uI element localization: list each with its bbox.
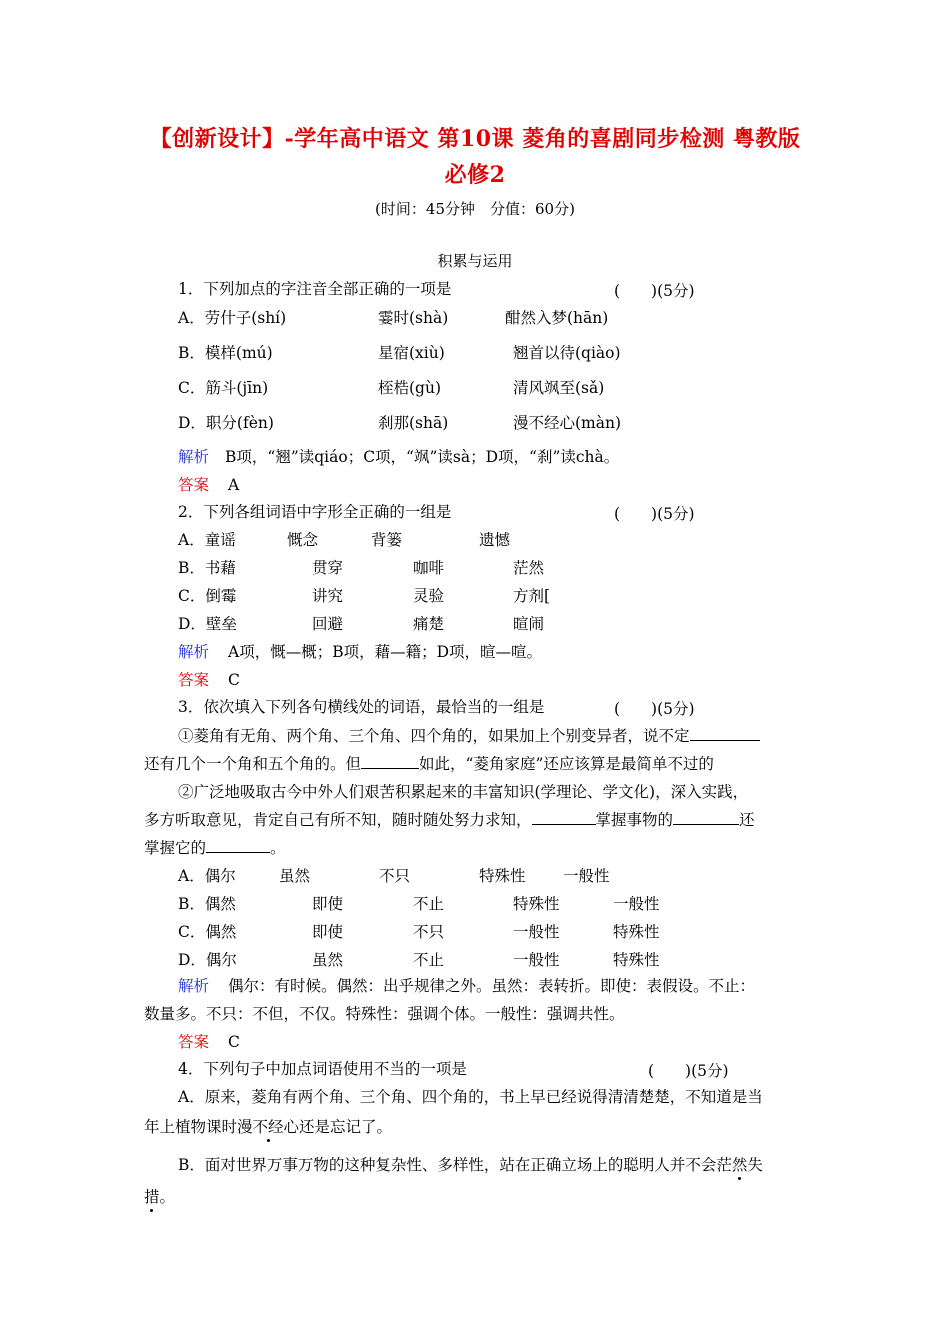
q4-score: ( )(5分) [648,1062,729,1080]
q2-option-d-4: 暄闹 [513,615,545,633]
q3-score: ( )(5分) [614,700,695,718]
q1-answer-label: 答案 [178,476,210,494]
q2-stem: 2．下列各组词语中字形全正确的一组是 [178,503,452,521]
q4-option-b-pre: B．面对世界万事万物的这种复杂性、多样性，站在正确立场上的聪明人并不会 [178,1156,717,1174]
q3-passage-2b-pre: 多方听取意见，肯定自己有所不知，随时随处努力求知， [144,811,532,829]
q3-option-a-5: 一般性 [563,867,610,885]
q1-option-b-3: 翘首以待(qiào) [513,344,621,362]
q3-option-c-2: 即使 [312,923,344,941]
q2-option-c-4: 方剂[ [513,587,551,605]
q1-answer-value: A [228,476,240,494]
q1-option-a-1: A．劳什子(shí) [178,309,287,327]
q2-answer-value: C [228,671,240,689]
q1-option-a-3: 酣然入梦(hān) [505,309,609,327]
q4-option-a-post: 还是忘记了。 [299,1118,393,1136]
q3-passage-2b-mid: 掌握事物的 [595,811,674,829]
q3-passage-1a-text: ①菱角有无角、两个角、三个角、四个角的，如果加上个别变异者，说不定 [178,727,690,745]
q1-option-c-1: C．筋斗(jīn) [178,379,269,397]
q2-option-b-3: 咖啡 [413,559,445,577]
q3-analysis-label: 解析 [178,977,210,995]
q1-score: ( )(5分) [614,282,695,300]
q4-option-b-post: 。 [159,1188,176,1206]
q1-option-d-1: D．职分(fèn) [178,414,274,432]
q3-option-c-5: 特殊性 [613,923,660,941]
q3-passage-2c [144,838,286,858]
q1-option-c-3: 清风飒至(sǎ) [513,379,605,397]
q3-analysis-text-2: 数量多。不只：不但，不仅。特殊性：强调个体。一般性：强调共性。 [144,1005,625,1023]
q2-option-a-2: 慨念 [287,531,319,549]
q3-option-c-1: C．偶然 [178,923,237,941]
q3-option-b-4: 特殊性 [513,895,560,913]
q3-blank-1 [690,726,760,741]
q1-option-d-3: 漫不经心(màn) [513,414,622,432]
section-heading: 积累与运用 [437,252,513,270]
q2-option-a-3: 背篓 [371,531,403,549]
q3-option-a-2: 虽然 [279,867,311,885]
q3-answer-value: C [228,1033,240,1051]
q3-option-c-4: 一般性 [513,923,560,941]
q2-option-b-1: B．书藉 [178,559,236,577]
q2-analysis-label: 解析 [178,643,210,661]
q3-option-c-3: 不只 [413,923,445,941]
q3-option-b-5: 一般性 [613,895,660,913]
q3-passage-1a [178,726,760,746]
q1-option-c-2: 桎梏(gù) [378,379,441,397]
q1-option-b-2: 星宿(xiù) [378,344,445,362]
q4-option-b-line1 [178,1155,763,1175]
q2-option-c-1: C．倒霉 [178,587,237,605]
q1-option-b-1: B．模样(mú) [178,344,273,362]
q2-answer-label: 答案 [178,671,210,689]
q3-option-d-2: 虽然 [312,951,344,969]
q2-option-a-1: A．童谣 [178,531,236,549]
document-title-line2: 必修2 [444,162,506,188]
q3-stem: 3．依次填入下列各句横线处的词语，最恰当的一组是 [178,698,545,716]
q3-option-a-3: 不只 [379,867,411,885]
q3-option-b-2: 即使 [312,895,344,913]
q3-analysis-text-1: 偶尔：有时候。偶然：出乎规律之外。虽然：表转折。即使：表假设。不止： [228,977,756,995]
q3-option-d-1: D．偶尔 [178,951,237,969]
q4-option-b-dotted-1: 茫然失 [716,1156,763,1174]
q3-option-a-4: 特殊性 [479,867,526,885]
q2-score: ( )(5分) [614,505,695,523]
q1-analysis-label: 解析 [178,448,210,466]
q3-option-b-3: 不止 [413,895,445,913]
q3-option-d-4: 一般性 [513,951,560,969]
q3-passage-2b [144,810,755,830]
q3-passage-2c-pre: 掌握它的 [144,839,207,857]
q2-option-d-3: 痛楚 [413,615,445,633]
q3-option-a-1: A．偶尔 [178,867,236,885]
q4-option-a-line2 [144,1117,392,1137]
q2-option-d-1: D．壁垒 [178,615,237,633]
q3-passage-1b-post: 如此，“菱角家庭”还应该算是最简单不过的 [419,755,714,773]
q1-option-a-2: 霎时(shà) [378,309,449,327]
q2-analysis-text: A项，慨—概；B项，藉—籍；D项，暄—喧。 [228,643,543,661]
q2-option-c-3: 灵验 [413,587,445,605]
time-score-info: (时间：45分钟 分值：60分) [375,200,575,218]
q3-passage-2c-post: 。 [270,839,286,857]
q3-option-d-3: 不止 [413,951,445,969]
q1-stem: 1．下列加点的字注音全部正确的一项是 [178,280,452,298]
q4-stem: 4．下列句子中加点词语使用不当的一项是 [178,1060,467,1078]
q4-option-a-line1: A．原来，菱角有两个角、三个角、四个角的，书上早已经说得清清楚楚，不知道是当 [178,1088,763,1106]
q3-option-b-1: B．偶然 [178,895,236,913]
q1-analysis-text: B项，“翘”读qiáo；C项，“飒”读sà；D项，“刹”读chà。 [225,448,620,466]
q2-option-a-4: 遗憾 [479,531,511,549]
q2-option-d-2: 回避 [312,615,344,633]
document-title-line1: 【创新设计】-学年高中语文 第10课 菱角的喜剧同步检测 粤教版 [149,126,801,152]
q4-option-a-dotted: 漫不经心 [237,1118,300,1136]
q3-passage-1b [144,754,714,774]
q4-option-a-pre: 年上植物课时 [144,1118,238,1136]
q3-passage-1b-pre: 还有几个一个角和五个角的。但 [144,755,362,773]
q3-blank-5 [206,838,270,853]
q4-option-b-line2 [144,1187,175,1207]
q3-blank-3 [532,810,596,825]
q3-blank-2 [361,754,419,769]
q3-answer-label: 答案 [178,1033,210,1051]
q2-option-b-4: 茫然 [513,559,545,577]
q4-option-b-dotted-2: 措 [144,1188,160,1206]
q1-option-d-2: 刹那(shā) [378,414,449,432]
q3-blank-4 [673,810,739,825]
q3-option-d-5: 特殊性 [613,951,660,969]
q2-option-c-2: 讲究 [312,587,344,605]
q3-passage-2a: ②广泛地吸取古今中外人们艰苦积累起来的丰富知识(学理论、学文化)，深入实践， [178,783,749,801]
q2-option-b-2: 贯穿 [312,559,344,577]
q3-passage-2b-post: 还 [739,811,755,829]
